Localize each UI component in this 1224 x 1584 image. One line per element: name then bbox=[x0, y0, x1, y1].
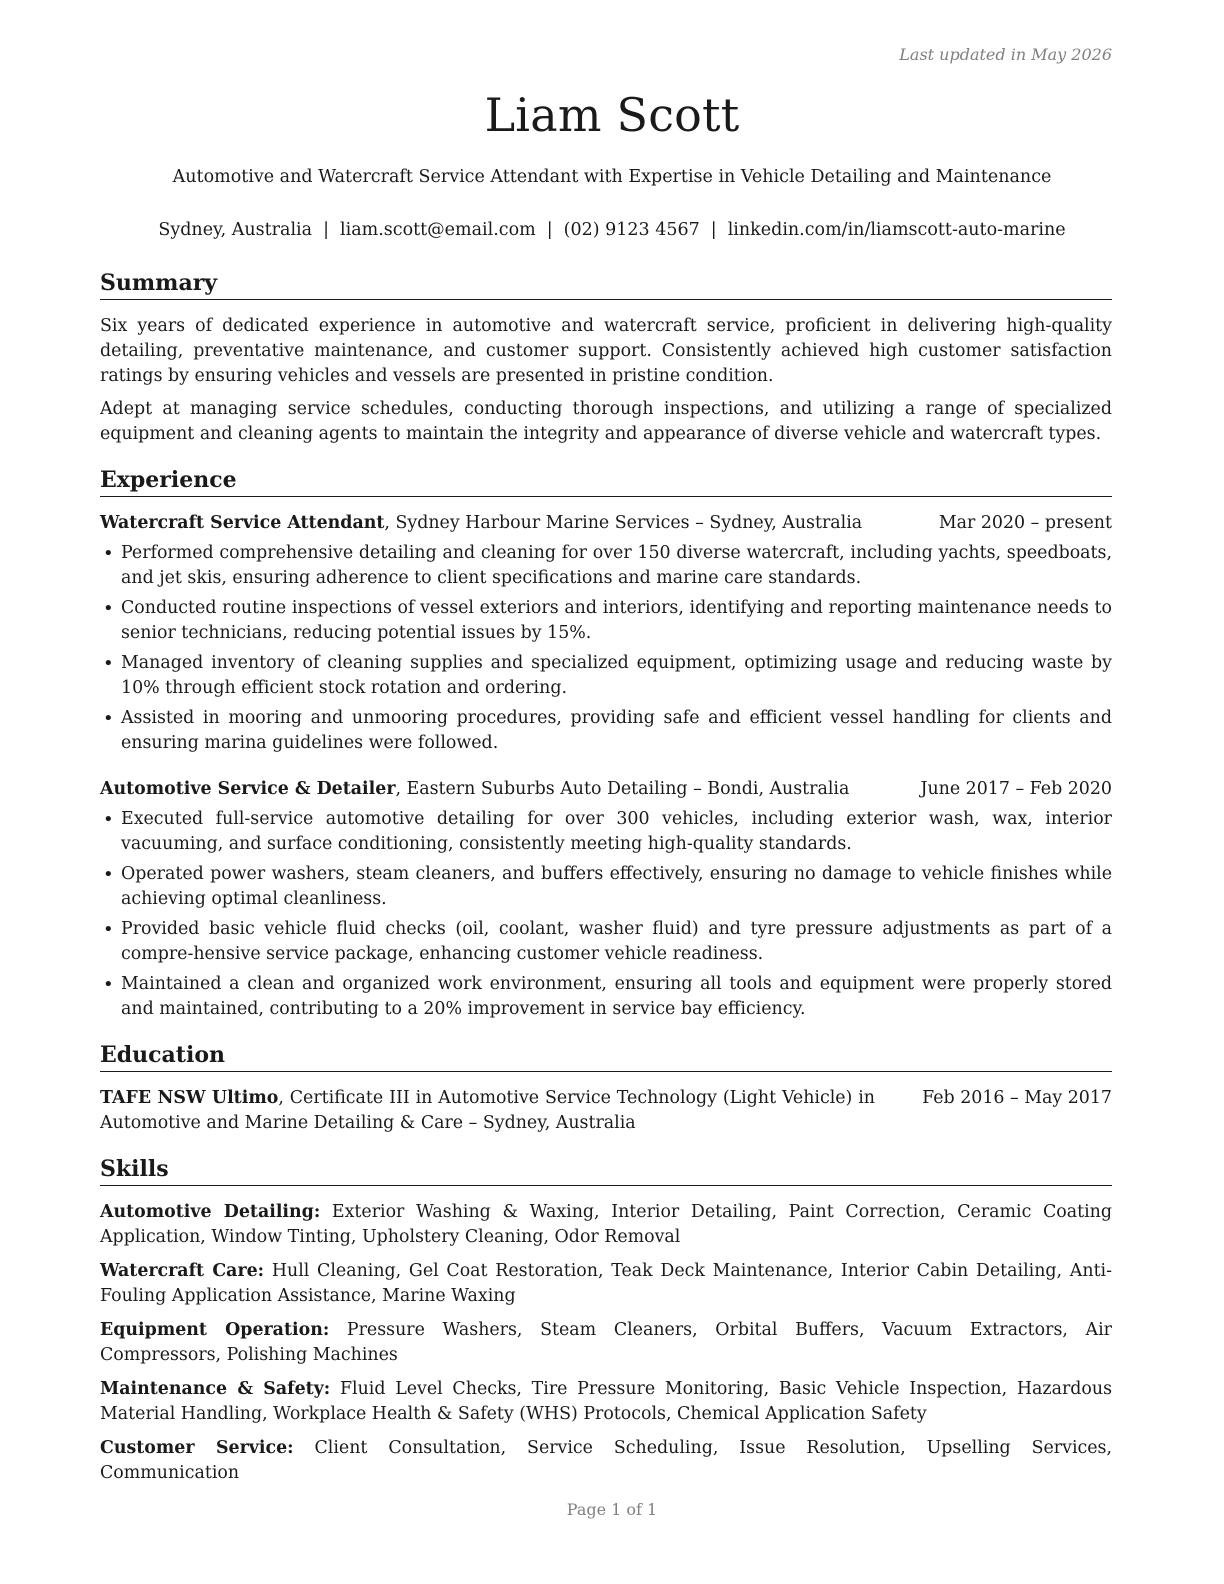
job-entry bbox=[100, 511, 1112, 756]
education-section bbox=[100, 1040, 1112, 1136]
candidate-name: Liam Scott bbox=[484, 88, 740, 142]
job-dates: June 2017 – Feb 2020 bbox=[920, 779, 1112, 799]
skill-line bbox=[100, 1259, 1112, 1309]
contact-location: Sydney, Australia bbox=[158, 220, 313, 240]
job-bullet: • Operated power washers, steam cleaners, and buffers effectively, ensuring no damage to vehicle finishes while achieving optimal cleanliness. bbox=[100, 862, 1112, 912]
contact-email-link[interactable]: liam.scott@email.com bbox=[340, 220, 536, 240]
job-company: , Sydney Harbour Marine Services – Sydney, Australia bbox=[384, 513, 863, 533]
skill-category: Watercraft Care: bbox=[100, 1261, 265, 1281]
skill-category: Maintenance & Safety: bbox=[100, 1379, 331, 1399]
skill-list: Exterior Washing & Waxing, Interior Detailing, Paint Correction, Ceramic Coating Application, Window Tinting, Upholstery Cleaning, Odor Removal bbox=[100, 1202, 1112, 1247]
skill-line bbox=[100, 1318, 1112, 1368]
section-title-experience: Experience bbox=[100, 465, 1112, 497]
education-entry bbox=[100, 1086, 875, 1136]
experience-section bbox=[100, 465, 1112, 1022]
job-bullet: • Performed comprehensive detailing and cleaning for over 150 diverse watercraft, including yachts, speedboats, and jet skis, ensuring adherence to client specifications and marine care standards. bbox=[100, 541, 1112, 591]
candidate-tagline: Automotive and Watercraft Service Attendant with Expertise in Vehicle Detailing and Maintenance bbox=[172, 167, 1052, 187]
section-title-skills: Skills bbox=[100, 1154, 1112, 1186]
skill-category: Equipment Operation: bbox=[100, 1320, 330, 1340]
job-entry bbox=[100, 777, 1112, 1022]
job-title-line bbox=[100, 777, 849, 802]
skill-list: Pressure Washers, Steam Cleaners, Orbital Buffers, Vacuum Extractors, Air Compressors, Polishing Machines bbox=[100, 1320, 1112, 1365]
job-title-line bbox=[100, 511, 862, 536]
contact-phone: (02) 9123 4567 bbox=[563, 220, 700, 240]
skill-list: Client Consultation, Service Scheduling, Issue Resolution, Upselling Services, Communication bbox=[100, 1438, 1112, 1483]
summary-paragraph: Six years of dedicated experience in automotive and watercraft service, proficient in delivering high-quality detailing, preventative maintenance, and customer support. Consistently achieved high customer satisfaction ratings by ensuring vehicles and vessels are presented in pristine condition. bbox=[100, 316, 1112, 386]
job-bullet: • Executed full-service automotive detailing for over 300 vehicles, including exterior wash, wax, interior vacuuming, and surface conditioning, consistently meeting high-quality standards. bbox=[100, 807, 1112, 857]
section-title-summary: Summary bbox=[100, 268, 1112, 300]
contact-separator: | bbox=[323, 220, 329, 240]
job-bullets bbox=[100, 541, 1112, 756]
page-number: Page 1 of 1 bbox=[566, 1500, 658, 1519]
summary-section bbox=[100, 268, 1112, 447]
job-company: , Eastern Suburbs Auto Detailing – Bondi, Australia bbox=[395, 779, 850, 799]
last-updated-note: Last updated in May 2026 bbox=[899, 45, 1112, 64]
contact-separator: | bbox=[546, 220, 553, 240]
skills-section bbox=[100, 1154, 1112, 1486]
contact-line bbox=[0, 220, 1224, 240]
resume-body bbox=[100, 268, 1112, 1495]
skill-list: Hull Cleaning, Gel Coat Restoration, Teak Deck Maintenance, Interior Cabin Detailing, Anti-Fouling Application Assistance, Marine Waxing bbox=[100, 1261, 1112, 1306]
contact-linkedin-link[interactable]: linkedin.com/in/liamscott-auto-marine bbox=[727, 220, 1066, 240]
job-bullet: • Conducted routine inspections of vessel exteriors and interiors, identifying and reporting maintenance needs to senior technicians, reducing potential issues by 15%. bbox=[100, 596, 1112, 646]
job-bullets bbox=[100, 807, 1112, 1022]
job-bullet: • Managed inventory of cleaning supplies and specialized equipment, optimizing usage and reducing waste by 10% through efficient stock rotation and ordering. bbox=[100, 651, 1112, 701]
section-title-education: Education bbox=[100, 1040, 1112, 1072]
skill-line bbox=[100, 1377, 1112, 1427]
skill-category: Customer Service: bbox=[100, 1438, 294, 1458]
skill-line bbox=[100, 1200, 1112, 1250]
job-role: Watercraft Service Attendant bbox=[100, 513, 385, 533]
skill-category: Automotive Detailing: bbox=[100, 1202, 321, 1222]
job-bullet: • Provided basic vehicle fluid checks (oil, coolant, washer fluid) and tyre pressure adjustments as part of a compre-hensive service package, enhancing customer vehicle readiness. bbox=[100, 917, 1112, 967]
skill-list: Fluid Level Checks, Tire Pressure Monitoring, Basic Vehicle Inspection, Hazardous Material Handling, Workplace Health & Safety (WHS) Protocols, Chemical Application Safety bbox=[100, 1379, 1112, 1424]
education-institution: TAFE NSW Ultimo bbox=[100, 1088, 279, 1108]
job-bullet: • Maintained a clean and organized work environment, ensuring all tools and equipment were properly stored and maintained, contributing to a 20% improvement in service bay efficiency. bbox=[100, 972, 1112, 1022]
job-role: Automotive Service & Detailer bbox=[100, 779, 396, 799]
education-dates: Feb 2016 – May 2017 bbox=[922, 1088, 1112, 1108]
summary-paragraph: Adept at managing service schedules, conducting thorough inspections, and utilizing a range of specialized equipment and cleaning agents to maintain the integrity and appearance of diverse vehicle and watercraft types. bbox=[100, 399, 1112, 444]
skill-line bbox=[100, 1436, 1112, 1486]
job-dates: Mar 2020 – present bbox=[938, 513, 1112, 533]
job-bullet: • Assisted in mooring and unmooring procedures, providing safe and efficient vessel handling for clients and ensuring marina guidelines were followed. bbox=[100, 706, 1112, 756]
education-details: , Certificate III in Automotive Service Technology (Light Vehicle) in Automotive and Marine Detailing & Care – Sydney, Australia bbox=[100, 1088, 875, 1133]
contact-separator: | bbox=[710, 220, 717, 240]
